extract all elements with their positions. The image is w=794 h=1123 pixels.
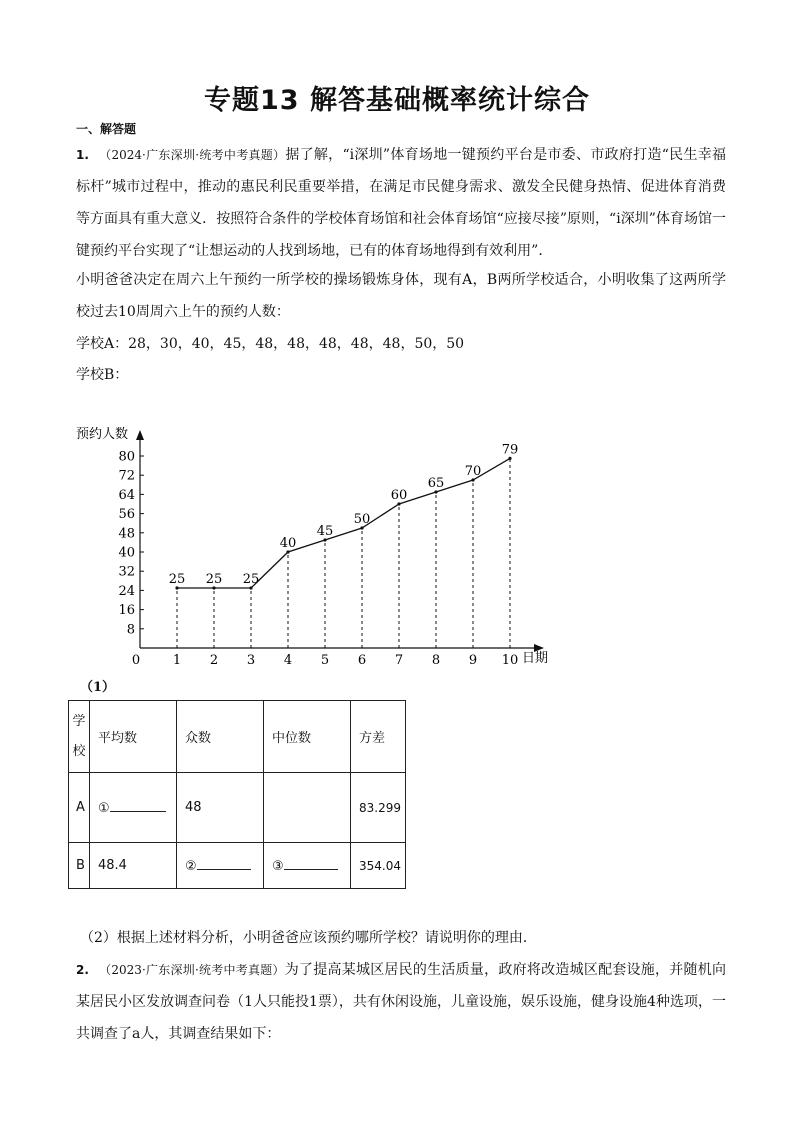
y-tick-label: 24 xyxy=(118,583,135,599)
table-row xyxy=(69,773,406,843)
x-tick-label: 2 xyxy=(209,653,219,668)
question-2-body xyxy=(76,954,726,1050)
data-label: 25 xyxy=(242,572,260,587)
answer-blank xyxy=(197,857,251,870)
data-label: 50 xyxy=(353,512,371,527)
y-tick-label: 72 xyxy=(118,468,135,484)
x-tick-label: 3 xyxy=(246,653,256,668)
header-median: 中位数 xyxy=(264,701,351,773)
header-mode: 众数 xyxy=(177,701,264,773)
header-mean: 平均数 xyxy=(90,701,177,773)
data-label: 65 xyxy=(427,476,445,491)
question-2-text: 为了提高某城区居民的生活质量，政府将改造城区配套设施，并随机向某居民小区发放调查问卷（1人只能投1票），共有休闲设施，儿童设施，娱乐设施，健身设施4种选项，一共调查了a人，其调查结果如下： xyxy=(76,962,727,1042)
statistics-table xyxy=(68,700,406,889)
data-label: 25 xyxy=(168,572,186,587)
row-a-variance: 83.299 xyxy=(351,773,406,843)
row-b-mode xyxy=(177,843,264,889)
answer-blank xyxy=(284,857,338,870)
row-a-mode: 48 xyxy=(177,773,264,843)
data-label: 40 xyxy=(279,536,297,551)
y-tick-label: 80 xyxy=(118,449,135,465)
y-tick-label: 16 xyxy=(118,603,135,619)
question-1-source: （2024·广东深圳·统考中考真题） xyxy=(98,148,286,162)
row-a-median xyxy=(264,773,351,843)
data-label: 60 xyxy=(390,488,408,503)
y-axis-label: 预约人数 xyxy=(76,427,129,442)
header-school-text: 学校 xyxy=(72,713,86,759)
question-1-part-2: （2）根据上述材料分析，小明爸爸应该预约哪所学校？请说明你的理由． xyxy=(80,930,537,946)
part-1-label: （1） xyxy=(80,680,116,695)
page-title: 专题13 解答基础概率统计综合 xyxy=(204,85,590,116)
question-1-number: 1. xyxy=(76,148,89,162)
chart-ticks xyxy=(118,450,518,669)
row-a-mean xyxy=(90,773,177,843)
question-1-text: 据了解，“i深圳”体育场地一键预约平台是市委、市政府打造“民生幸福标杆”城市过程中，推动的惠民利民重要举措，在满足市民健身需求、激发全民健身热情、促进体育消费等方面具有重大意义．按照符合条件的学校体育场馆和社会体育场馆“应接尽接”原则，“i深圳”体育场馆一键预约平台实现了“让想运动的人找到场地，已有的体育场地得到有效利用”． xyxy=(76,147,727,259)
header-variance: 方差 xyxy=(351,701,406,773)
row-a-school: A xyxy=(69,773,90,843)
row-b-mean: 48.4 xyxy=(90,843,177,889)
header-school xyxy=(69,701,90,773)
y-tick-label: 8 xyxy=(126,622,135,638)
section-heading: 一、解答题 xyxy=(76,122,137,136)
line-chart xyxy=(72,420,562,670)
row-b-school: B xyxy=(69,843,90,889)
y-tick-label: 56 xyxy=(118,507,135,523)
school-a-data: 学校A：28，30，40，45，48，48，48，48，48，50，50 xyxy=(76,336,465,352)
x-tick-label: 4 xyxy=(283,653,293,668)
y-axis-arrow xyxy=(136,430,144,440)
origin-label: 0 xyxy=(131,653,141,668)
row-a-mean-marker: ① xyxy=(98,801,110,816)
x-tick-label: 5 xyxy=(320,653,330,668)
x-tick-label: 7 xyxy=(394,653,404,668)
row-b-median xyxy=(264,843,351,889)
table-row xyxy=(69,843,406,889)
x-axis-label: 日期 xyxy=(522,651,549,666)
chart-marks xyxy=(169,442,519,648)
question-1-body xyxy=(76,139,726,267)
question-1-text-2: 小明爸爸决定在周六上午预约一所学校的操场锻炼身体，现有A，B两所学校适合，小明收集了这两所学校过去10周周六上午的预约人数： xyxy=(76,272,726,320)
answer-blank xyxy=(110,799,166,812)
data-label: 79 xyxy=(501,442,519,458)
row-b-mode-marker: ② xyxy=(185,859,197,874)
x-tick-label: 9 xyxy=(468,653,478,668)
row-b-median-marker: ③ xyxy=(272,859,284,874)
question-2-number: 2. xyxy=(76,963,89,977)
chart-axes xyxy=(76,426,548,668)
data-label: 70 xyxy=(464,464,482,479)
y-tick-label: 40 xyxy=(118,545,135,561)
y-tick-label: 64 xyxy=(118,487,135,503)
data-label: 25 xyxy=(205,572,223,587)
data-label: 45 xyxy=(316,524,334,539)
y-tick-label: 48 xyxy=(118,526,135,542)
x-tick-label: 1 xyxy=(172,653,182,668)
question-2-source: （2023·广东深圳·统考中考真题） xyxy=(98,963,285,977)
table-header-row xyxy=(69,701,406,773)
series-line xyxy=(177,458,510,588)
x-tick-label: 10 xyxy=(501,653,519,668)
row-b-variance: 354.04 xyxy=(351,843,406,889)
x-tick-label: 6 xyxy=(357,653,367,668)
school-b-label: 学校B： xyxy=(76,367,129,383)
y-tick-label: 32 xyxy=(118,564,135,580)
x-tick-label: 8 xyxy=(431,653,441,668)
